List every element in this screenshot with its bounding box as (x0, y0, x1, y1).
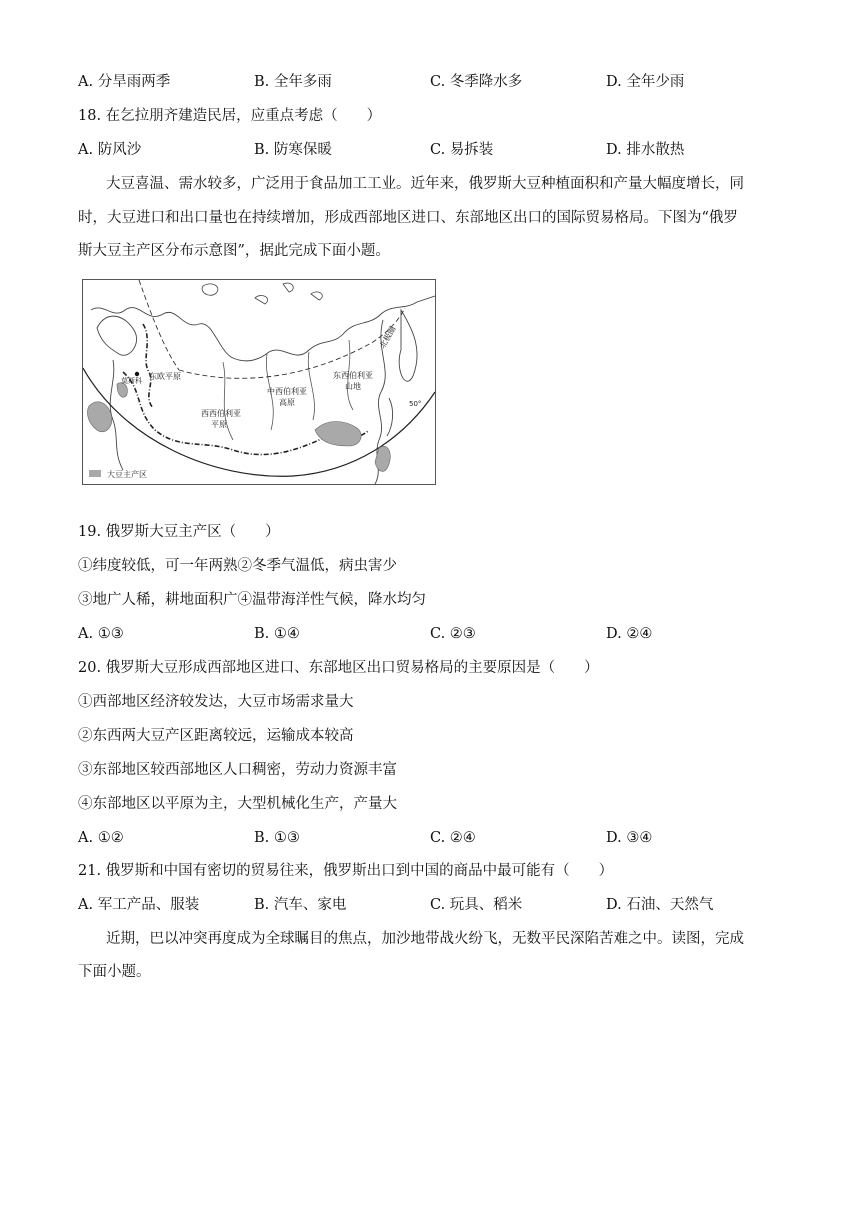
passage2-line-2: 下面小题。 (78, 964, 151, 980)
russia-soybean-map (82, 279, 436, 485)
passage1-line-3: 斯大豆主产区分布示意图”，据此完成下面小题。 (78, 243, 390, 259)
q19-statement-2: ③地广人稀，耕地面积广④温带海洋性气候，降水均匀 (78, 592, 426, 608)
label-central-siberian-plateau-1: 中西伯利亚 (267, 387, 307, 396)
q19-statement-1: ①纬度较低，可一年两熟②冬季气温低，病虫害少 (78, 558, 397, 574)
q20-statement-4: ④东部地区以平原为主，大型机械化生产，产量大 (78, 796, 397, 812)
label-west-siberian-plain-1: 西西伯利亚 (201, 409, 241, 418)
moscow-marker (135, 372, 139, 376)
kamchatka (399, 310, 417, 381)
q21-option-a[interactable]: A. 军工产品、服装 (78, 897, 200, 913)
q17-options (78, 72, 778, 92)
q19-stem: 19. 俄罗斯大豆主产区（ ） (78, 524, 280, 540)
label-east-siberian-mountains-2: 山地 (345, 382, 361, 391)
scandinavia (97, 316, 137, 355)
q18-option-c[interactable]: C. 易拆装 (430, 142, 494, 158)
map-drawing (83, 280, 435, 484)
q17-option-d[interactable]: D. 全年少雨 (606, 74, 685, 90)
q18-stem: 18. 在乞拉朋齐建造民居，应重点考虑（ ） (78, 108, 382, 124)
q20-option-d[interactable]: D. ③④ (606, 830, 653, 846)
q18-option-a[interactable]: A. 防风沙 (78, 142, 142, 158)
q19-option-c[interactable]: C. ②③ (430, 626, 476, 642)
q20-option-c[interactable]: C. ②④ (430, 830, 476, 846)
passage1-line-1: 大豆喜温、需水较多，广泛用于食品加工工业。近年来，俄罗斯大豆种植面积和产量大幅度增长，同 (106, 176, 744, 192)
russia-west-border (143, 324, 153, 408)
label-east-european-plain: 东欧平原 (149, 372, 181, 381)
north-coastline (91, 296, 435, 361)
q17-option-b[interactable]: B. 全年多雨 (254, 74, 332, 90)
legend-label: 大豆主产区 (107, 470, 147, 479)
arctic-circle-line (179, 308, 405, 378)
q21-option-d[interactable]: D. 石油、天然气 (606, 897, 714, 913)
q21-stem: 21. 俄罗斯和中国有密切的贸易往来，俄罗斯出口到中国的商品中最可能有（ ） (78, 863, 614, 879)
label-moscow: 莫斯科 (121, 377, 142, 385)
passage1-line-2: 时，大豆进口和出口量也在持续增加，形成西部地区进口、东部地区出口的国际贸易格局。下图为“俄罗 (78, 210, 738, 226)
q20-option-b[interactable]: B. ①③ (254, 830, 300, 846)
label-east-siberian-mountains-1: 东西伯利亚 (333, 371, 373, 380)
q19-option-d[interactable]: D. ②④ (606, 626, 653, 642)
sakhalin (387, 398, 393, 436)
soy-area-east (315, 422, 361, 447)
q21-option-b[interactable]: B. 汽车、家电 (254, 897, 347, 913)
q18-options (78, 140, 778, 160)
q18-option-d[interactable]: D. 排水散热 (606, 142, 685, 158)
q20-statement-3: ③东部地区较西部地区人口稠密，劳动力资源丰富 (78, 762, 397, 778)
legend-swatch (89, 470, 101, 477)
label-central-siberian-plateau-2: 高原 (279, 398, 295, 407)
q20-statement-2: ②东西两大豆产区距离较远，运输成本较高 (78, 728, 354, 744)
q18-option-b[interactable]: B. 防寒保暖 (254, 142, 332, 158)
q20-option-a[interactable]: A. ①② (78, 830, 124, 846)
meridian-line (139, 280, 179, 370)
q17-option-c[interactable]: C. 冬季降水多 (430, 74, 523, 90)
soy-area-west (87, 402, 111, 432)
label-arctic-circle: 北极圈 (377, 324, 398, 350)
q20-stem: 20. 俄罗斯大豆形成西部地区进口、东部地区出口贸易格局的主要原因是（ ） (78, 660, 599, 676)
q20-options (78, 828, 778, 848)
passage2-line-1: 近期，巴以冲突再度成为全球瞩目的焦点，加沙地带战火纷飞，无数平民深陷苦难之中。读图，完成 (106, 931, 744, 947)
q17-option-a[interactable]: A. 分旱雨两季 (78, 74, 171, 90)
label-west-siberian-plain-2: 平原 (211, 420, 227, 429)
islands (202, 283, 322, 304)
q19-options (78, 624, 778, 644)
q20-statement-1: ①西部地区经济较发达，大豆市场需求量大 (78, 694, 354, 710)
label-lat-50: 50° (409, 400, 422, 408)
q21-options (78, 895, 778, 915)
q19-option-a[interactable]: A. ①③ (78, 626, 124, 642)
q19-option-b[interactable]: B. ①④ (254, 626, 300, 642)
q21-option-c[interactable]: C. 玩具、稻米 (430, 897, 523, 913)
